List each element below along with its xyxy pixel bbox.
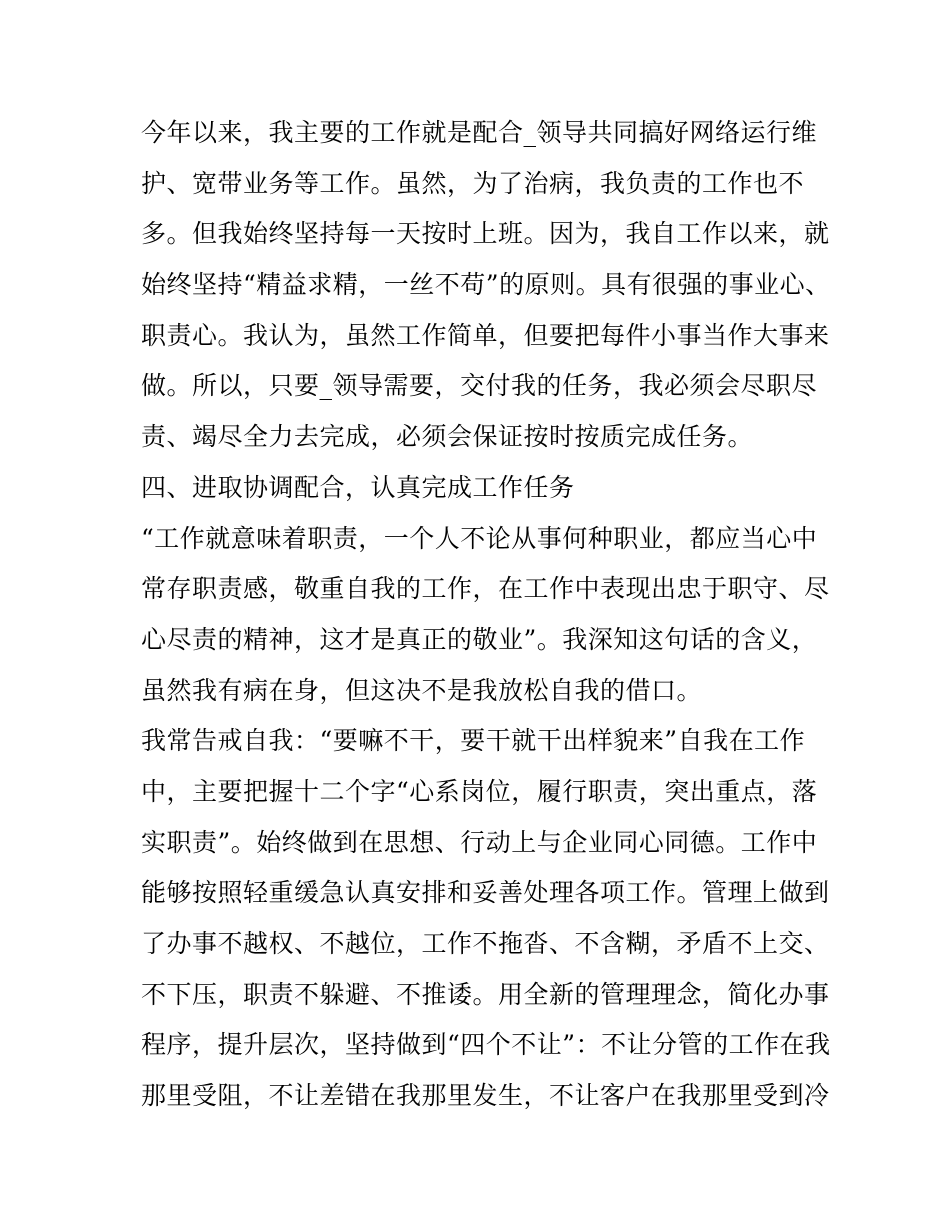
text-line-4: 始终坚持“精益求精，一丝不苟”的原则。具有很强的事业心、 — [141, 270, 831, 300]
text-line-17: 了办事不越权、不越位，工作不拖沓、不含糊，矛盾不上交、 — [141, 929, 830, 958]
text-line-6: 做。所以，只要_领导需要，交付我的任务，我必须会尽职尽 — [141, 371, 818, 401]
text-line-11: 心尽责的精神，这才是真正的敬业”。我深知这句话的含义， — [141, 624, 818, 654]
text-line-2: 护、宽带业务等工作。虽然，为了治病，我负责的工作也不 — [141, 168, 805, 198]
body-text — [141, 108, 831, 1122]
text-line-20: 那里受阻，不让差错在我那里发生，不让客户在我那里受到冷 — [141, 1081, 830, 1111]
text-line-19: 程序，提升层次，坚持做到“四个不让”：不让分管的工作在我 — [141, 1030, 831, 1060]
text-line-15: 实职责”。始终做到在思想、行动上与企业同心同德。工作中 — [141, 827, 818, 857]
text-line-1: 今年以来，我主要的工作就是配合_领导共同搞好网络运行维 — [141, 118, 818, 147]
text-line-18: 不下压，职责不躲避、不推诿。用全新的管理理念，简化办事 — [141, 979, 830, 1009]
text-line-7: 责、竭尽全力去完成，必须会保证按时按质完成任务。 — [141, 422, 754, 452]
text-line-16: 能够按照轻重缓急认真安排和妥善处理各项工作。管理上做到 — [141, 878, 830, 908]
section-heading: 四、进取协调配合，认真完成工作任务 — [141, 472, 575, 502]
text-line-10: 常存职责感，敬重自我的工作，在工作中表现出忠于职守、尽 — [141, 574, 830, 604]
text-line-12: 虽然我有病在身，但这决不是我放松自我的借口。 — [141, 675, 703, 705]
text-line-3: 多。但我始终坚持每一天按时上班。因为，我自工作以来，就 — [141, 219, 830, 249]
text-line-13: 我常告戒自我：“要嘛不干，要干就干出样貌来”自我在工作 — [141, 726, 806, 756]
text-line-14: 中，主要把握十二个字“心系岗位，履行职责，突出重点，落 — [141, 776, 818, 806]
text-line-9: “工作就意味着职责，一个人不论从事何种职业，都应当心中 — [141, 523, 818, 553]
text-line-5: 职责心。我认为，虽然工作简单，但要把每件小事当作大事来 — [141, 320, 830, 350]
